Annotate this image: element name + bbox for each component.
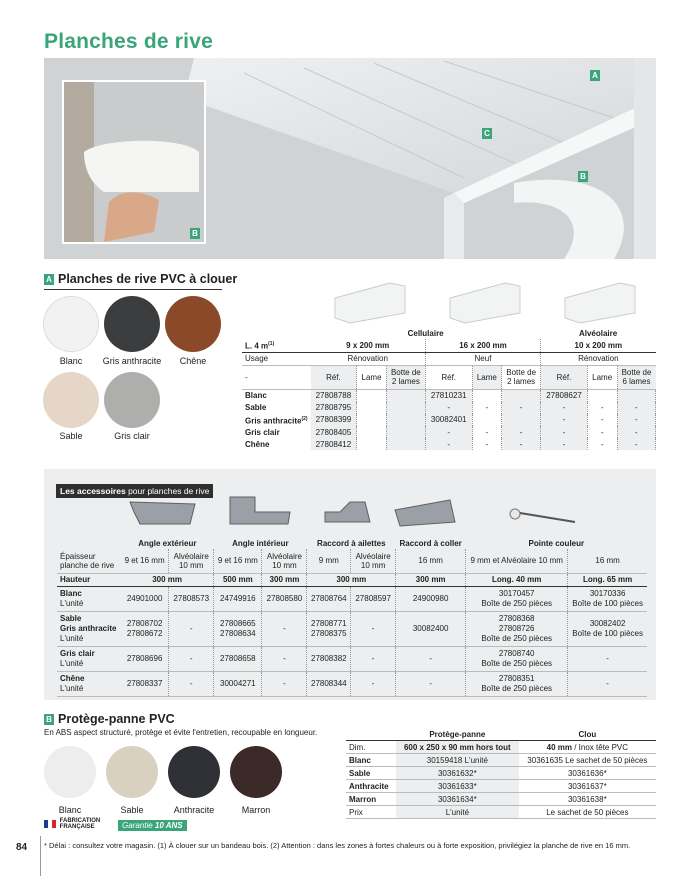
accessory-images [120,492,600,532]
table-cell [587,389,617,402]
col-header: Lame [357,365,387,389]
table-cell: 27808405 [311,426,357,438]
table-cell: - [262,671,307,696]
col-header: Clou [519,728,656,741]
fabrication-francaise-badge: FABRICATION FRANÇAISE [44,818,100,830]
table-cell: 27808627 [541,389,588,402]
section-b-header [44,712,175,726]
table-cell: - [396,671,466,696]
table-cell: - [351,671,396,696]
table-row [57,586,647,611]
table-cell: 30082400 [396,611,466,646]
footer-rule [40,836,41,876]
swatch-blanc [44,746,96,798]
swatch-chene [165,296,221,352]
row-label: Sable Gris anthracite L'unité [57,611,121,646]
swatch-label: Gris clair [114,431,150,441]
section-a-tag: A [44,274,54,285]
protege-panne-table [346,728,656,819]
hauteur: Long. 40 mm [466,573,568,586]
table-cell: 27808412 [311,438,357,450]
table-cell: - [472,426,502,438]
hauteur: 300 mm [121,573,214,586]
table-row [346,806,656,819]
epaisseur: 16 mm [396,549,466,573]
table-cell: - [587,438,617,450]
section-b-desc: En ABS aspect structuré, protège et évite l'entretien, recoupable en longueur. [44,728,318,737]
page-number: 84 [16,842,28,853]
table-cell: - [262,646,307,671]
acc-header: Pointe couleur [528,538,585,548]
col-header: Réf. [311,365,357,389]
table-cell: 27808597 [351,586,396,611]
table-cell: - [617,402,656,414]
table-cell: 27808740 Boîte de 250 pièces [466,646,568,671]
table-cell: - [262,611,307,646]
swatch-label: Anthracite [173,805,215,815]
inset-tag-b: B [190,228,200,239]
table-cell: - [617,426,656,438]
table-cell: 27808788 [311,389,357,402]
table-cell: 27808351 Boîte de 250 pièces [466,671,568,696]
usage-label: Usage [242,352,311,365]
swatch-label: Sable [120,805,144,815]
table-cell: 27808337 [121,671,169,696]
table-cell: 30361632* [396,767,519,780]
row-label: Dim. [346,741,396,754]
table-cell: 40 mm / Inox tête PVC [519,741,656,754]
table-cell: - [425,438,472,450]
section-a-title: Planches de rive PVC à clouer [58,272,238,286]
planches-table [242,327,656,450]
table-cell: 30361637* [519,780,656,793]
row-label: Gris clair L'unité [57,646,121,671]
dim: 9 x 200 mm [311,339,426,352]
table-cell: 27808580 [262,586,307,611]
table-row [242,414,656,427]
swatch-label: Chêne [179,356,207,366]
accessories-table [57,537,647,697]
table-cell: - [541,402,588,414]
section-b-title: Protège-panne PVC [58,712,175,726]
table-row [346,780,656,793]
garantie-badge: Garantie 10 ANS [118,820,187,831]
hauteur-label: Hauteur [57,573,121,586]
table-cell [502,414,541,427]
group-alveolaire: Alvéolaire [578,328,618,338]
col-header: Botte de 6 lames [617,365,656,389]
row-label: Marron [346,793,396,806]
table-cell: 27808665 27808634 [214,611,262,646]
table-row [57,646,647,671]
profile-images [330,278,640,324]
tag-a: A [590,70,600,81]
table-cell [386,426,425,438]
tag-b: B [578,171,588,182]
table-cell: 27808658 [214,646,262,671]
row-label: Gris anthracite$^{(2)}$ [245,415,308,426]
table-cell: - [587,402,617,414]
table-cell: 30170336 Boîte de 100 pièces [568,586,647,611]
table-cell: 27810231 [425,389,472,402]
table-cell [386,402,425,414]
row-label: Chêne L'unité [57,671,121,696]
inset-illustration [64,82,204,242]
table-row [346,754,656,767]
table-cell: 24900980 [396,586,466,611]
usage: Rénovation [311,352,426,365]
row-label: Chêne [245,439,270,449]
table-cell: 30170457 Boîte de 250 pièces [466,586,568,611]
table-cell: 27808368 27808726 Boîte de 250 pièces [466,611,568,646]
tag-c: C [482,128,492,139]
table-cell: - [617,438,656,450]
table-cell [617,389,656,402]
table-cell [386,389,425,402]
page-title: Planches de rive [44,30,213,53]
table-cell: 24749916 [214,586,262,611]
table-row [57,671,647,696]
table-cell: 30361635 Le sachet de 50 pièces [519,754,656,767]
table-cell: 30361638* [519,793,656,806]
usage: Neuf [425,352,540,365]
inset-photo [62,80,206,244]
table-row [346,767,656,780]
table-cell: - [169,671,214,696]
group-cellulaire: Cellulaire [407,328,444,338]
swatch-label: Blanc [59,356,83,366]
acc-header: Angle extérieur [138,538,197,548]
table-cell [357,414,387,427]
table-cell: - [472,438,502,450]
table-cell: 600 x 250 x 90 mm hors tout [396,741,519,754]
usage: Rénovation [541,352,656,365]
table-cell: - [587,414,617,427]
table-cell: - [568,646,647,671]
table-cell: - [425,426,472,438]
hauteur: 500 mm [214,573,262,586]
hauteur: 300 mm [262,573,307,586]
table-cell: - [541,426,588,438]
table-cell: 27808696 [121,646,169,671]
dim: 10 x 200 mm [541,339,656,352]
table-cell [357,389,387,402]
epaisseur: Alvéolaire 10 mm [262,549,307,573]
swatch-anthracite [168,746,220,798]
swatch-marron [230,746,282,798]
swatch-blanc [43,296,99,352]
col-header: Botte de 2 lames [386,365,425,389]
col-header: Lame [472,365,502,389]
table-cell: 27808771 27808375 [307,611,351,646]
table-row [346,793,656,806]
epaisseur: 9 et 16 mm [214,549,262,573]
row-label: Anthracite [346,780,396,793]
epaisseur: 9 mm et Alvéolaire 10 mm [466,549,568,573]
table-cell [357,402,387,414]
divider [44,289,222,290]
col-header: Botte de 2 lames [502,365,541,389]
table-cell: 30082402 Boîte de 100 pièces [568,611,647,646]
table-cell: 30159418 L'unité [396,754,519,767]
table-cell: Le sachet de 50 pièces [519,806,656,819]
swatch-label: Marron [241,805,271,815]
table-cell: 27808702 27808672 [121,611,169,646]
table-cell: - [541,414,588,427]
row-label: Blanc L'unité [57,586,121,611]
table-row [346,741,656,754]
epaisseur: 16 mm [568,549,647,573]
table-cell: - [502,438,541,450]
row-label: Gris clair [245,427,280,437]
table-cell [502,389,541,402]
accessories-title: Les accessoires pour planches de rive [56,484,213,498]
section-b-tag: B [44,714,54,725]
table-row [242,438,656,450]
row-label: Blanc [245,391,267,401]
table-cell: - [351,611,396,646]
table-cell: - [587,426,617,438]
table-cell: 30361633* [396,780,519,793]
table-cell: 27808382 [307,646,351,671]
epaisseur: 9 et 16 mm [121,549,169,573]
row-label: Sable [346,767,396,780]
hauteur: Long. 65 mm [568,573,647,586]
table-cell: - [425,402,472,414]
epaisseur: Alvéolaire 10 mm [351,549,396,573]
table-cell: - [541,438,588,450]
swatch-gris-clair [104,372,160,428]
col-header: Réf. [541,365,588,389]
table-cell [386,414,425,427]
l4m-label: L. 4 $m^{(1)}$ [242,339,311,352]
row-label: Prix [346,806,396,819]
epaisseur: 9 mm [307,549,351,573]
table-cell: L'unité [396,806,519,819]
table-cell: - [617,414,656,427]
footnote: * Délai : consultez votre magasin. (1) À clouer sur un bandeau bois. (2) Attention : dans les zones à fortes chaleurs ou à forte exposition, privilégiez la planche de rive en 16 mm. [44,841,631,850]
table-row [242,402,656,414]
table-cell [357,438,387,450]
swatch-label: Sable [59,431,83,441]
row-label: Blanc [346,754,396,767]
table-cell: - [502,402,541,414]
epaisseur: Alvéolaire 10 mm [169,549,214,573]
table-cell: 30004271 [214,671,262,696]
acc-header: Angle intérieur [232,538,289,548]
table-row [242,426,656,438]
table-row [242,389,656,402]
table-cell: 30361636* [519,767,656,780]
table-cell [357,426,387,438]
swatch-label: Gris anthracite [102,356,162,366]
table-cell [472,389,502,402]
table-cell: 30361634* [396,793,519,806]
swatch-sable [43,372,99,428]
hauteur: 300 mm [307,573,396,586]
hauteur: 300 mm [396,573,466,586]
table-cell: 27808344 [307,671,351,696]
dim: 16 x 200 mm [425,339,540,352]
swatch-sable [106,746,158,798]
table-cell [386,438,425,450]
dash: - [242,365,311,389]
table-cell: - [169,646,214,671]
table-cell: 30082401 [425,414,472,427]
col-header: Lame [587,365,617,389]
table-cell: - [568,671,647,696]
table-cell: 27808399 [311,414,357,427]
acc-header: Raccord à coller [399,538,462,548]
hero-photo [44,58,656,259]
table-cell: - [351,646,396,671]
table-cell: - [169,611,214,646]
table-cell: - [502,426,541,438]
row-label: Sable [245,403,267,413]
table-row [57,611,647,646]
table-cell [472,414,502,427]
flag-icon [44,820,56,828]
col-header: Protège-panne [396,728,519,741]
table-cell: 27808795 [311,402,357,414]
col-header: Réf. [425,365,472,389]
swatch-gris-anthracite [104,296,160,352]
table-cell: 24901000 [121,586,169,611]
table-cell: 27808764 [307,586,351,611]
epaisseur-label: Épaisseur planche de rive [57,549,121,573]
table-cell: 27808573 [169,586,214,611]
swatch-label: Blanc [58,805,82,815]
acc-header: Raccord à ailettes [317,538,386,548]
table-cell: - [472,402,502,414]
table-cell: - [396,646,466,671]
section-a-header [44,272,237,286]
